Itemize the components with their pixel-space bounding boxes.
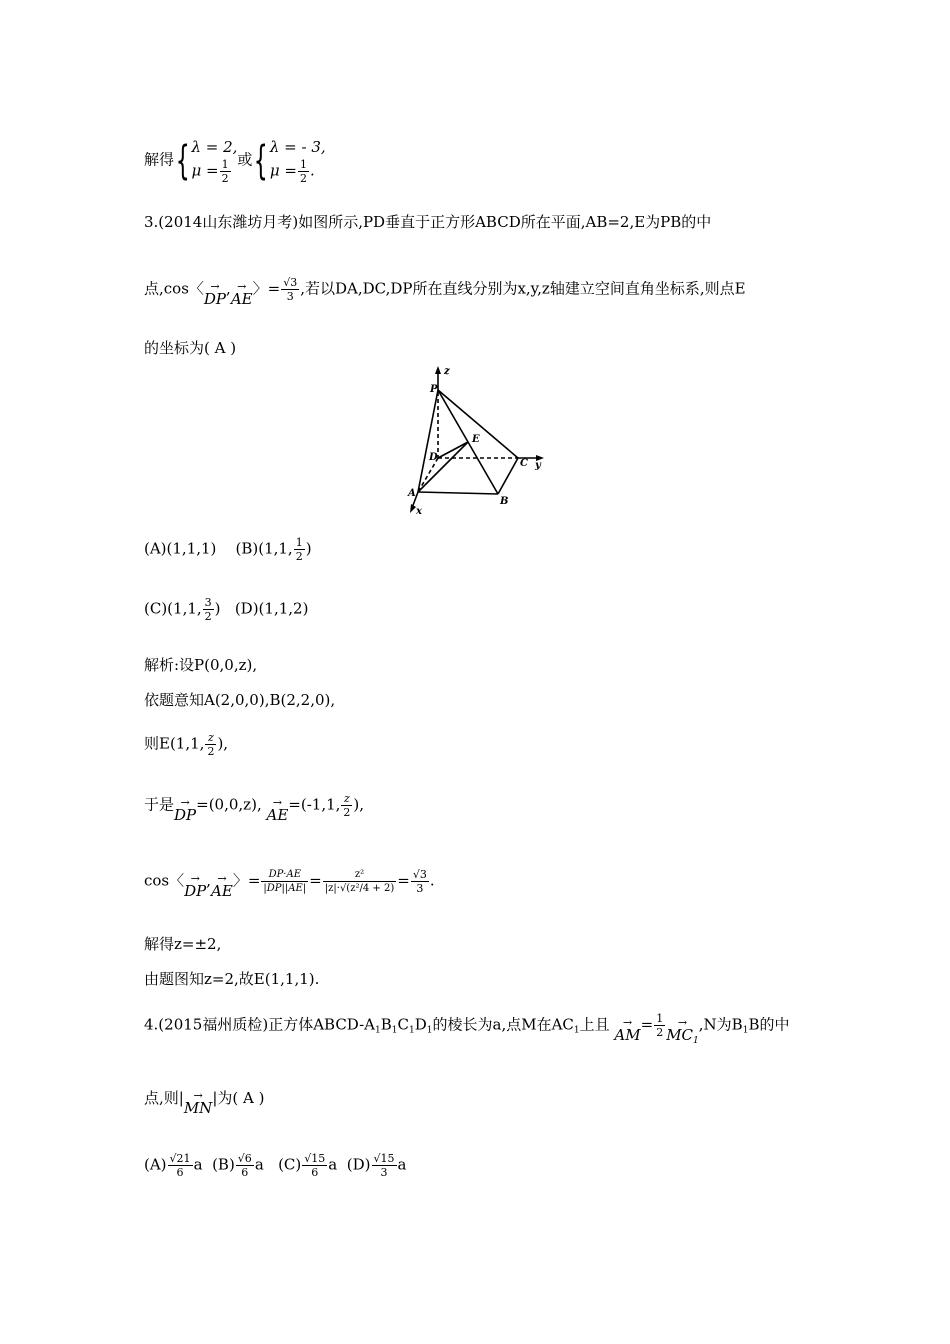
dot-over-abs bbox=[261, 868, 308, 895]
option-a: (A)(1,1,1) bbox=[144, 539, 217, 558]
q4-a-den: 6 bbox=[176, 1166, 184, 1179]
letter-d: D bbox=[414, 1015, 427, 1034]
mu-fraction bbox=[220, 158, 231, 185]
q4-d-a: a bbox=[397, 1155, 407, 1174]
vector-am-label: AM bbox=[614, 1025, 641, 1044]
vector-dp-2: → DP bbox=[174, 795, 197, 824]
sqrt3: √3 bbox=[283, 276, 298, 289]
q4-c-num: √15 bbox=[304, 1152, 326, 1165]
yushi: 于是 bbox=[144, 795, 175, 814]
sub2: 1 bbox=[391, 1025, 398, 1036]
left-brace: { bbox=[175, 137, 190, 184]
z-over-2-b bbox=[341, 792, 352, 819]
label-x: x bbox=[416, 506, 422, 517]
q4-line2 bbox=[144, 1088, 264, 1115]
mu-num-2: 1 bbox=[299, 158, 307, 171]
or-word: 或 bbox=[237, 150, 253, 169]
option-b-close: ) bbox=[305, 539, 312, 558]
ae-value: =(-1,1, bbox=[288, 795, 341, 814]
sub5: 1 bbox=[573, 1025, 580, 1036]
q4-prefix: 4.(2015福州质检)正方体ABCD-A bbox=[144, 1015, 376, 1034]
two-den-b: 2 bbox=[343, 806, 351, 819]
q4-end: B的中 bbox=[748, 1015, 790, 1034]
pyramid-figure bbox=[400, 362, 560, 520]
label-z: z bbox=[444, 366, 450, 377]
q4-line2-prefix: 点,则| bbox=[144, 1089, 184, 1107]
q4-option-d: (D) bbox=[346, 1155, 371, 1174]
dot-product: DP·AE bbox=[261, 868, 308, 882]
q3-line2 bbox=[144, 276, 746, 306]
end-period: . bbox=[429, 871, 435, 890]
cos-eq-2: 〉= bbox=[232, 871, 261, 890]
option-b-den: 2 bbox=[295, 550, 303, 563]
mu-fraction-2 bbox=[298, 158, 309, 185]
q3-line1: 3.(2014山东潍坊月考)如图所示,PD垂直于正方形ABCD所在平面,AB=2,E为PB的中 bbox=[144, 213, 712, 231]
system-1 bbox=[191, 136, 237, 185]
sqrt3-over-3 bbox=[281, 276, 299, 303]
vector-dp: → DP bbox=[203, 279, 227, 308]
z-squared: z² bbox=[323, 868, 396, 882]
option-c-frac bbox=[203, 596, 214, 623]
solve-system-line bbox=[144, 136, 326, 185]
sol3-line4 bbox=[144, 792, 364, 822]
edge-pc bbox=[438, 390, 518, 458]
q4-d-den: 3 bbox=[380, 1166, 388, 1179]
eq-half: = bbox=[640, 1015, 654, 1034]
q4-b-frac bbox=[236, 1152, 254, 1179]
q4-a-num: √21 bbox=[169, 1152, 191, 1165]
half-num: 1 bbox=[656, 1012, 664, 1025]
result-den: 3 bbox=[416, 882, 424, 895]
q4-a-frac bbox=[168, 1152, 193, 1179]
edge-bc bbox=[498, 458, 518, 494]
q4-a-a: a bbox=[193, 1155, 203, 1174]
eq-sign: = bbox=[309, 871, 322, 890]
vector-am: → AM bbox=[614, 1015, 641, 1044]
vector-mc: → $MC_1$ bbox=[666, 1015, 699, 1046]
abs-product: |DP||AE| bbox=[263, 883, 307, 894]
mu-eq: μ = bbox=[191, 161, 219, 180]
edge-pa bbox=[418, 390, 438, 492]
half bbox=[654, 1012, 665, 1039]
q4-d-num: √15 bbox=[373, 1152, 395, 1165]
system-2 bbox=[270, 136, 326, 185]
option-c-close: ) bbox=[214, 599, 221, 618]
sol3-line7: 由题图知z=2,故E(1,1,1). bbox=[144, 970, 320, 988]
result-frac bbox=[411, 868, 429, 895]
lambda-eq: λ = 2, bbox=[191, 138, 238, 156]
comma: , bbox=[226, 279, 231, 298]
letter-b: B bbox=[380, 1015, 392, 1034]
vector-ae-label: AE bbox=[230, 289, 253, 308]
label-P: P bbox=[430, 384, 438, 395]
ae-close: ), bbox=[353, 795, 365, 814]
q4-b-num: √6 bbox=[237, 1152, 252, 1165]
vector-ae-3: → AE bbox=[211, 871, 233, 900]
two-den: 2 bbox=[207, 745, 215, 758]
sub4: 1 bbox=[426, 1025, 433, 1036]
abs-z: |z|· bbox=[324, 883, 340, 894]
vector-ae-2-label: AE bbox=[266, 805, 289, 824]
vector-mn-label: MN bbox=[183, 1099, 213, 1117]
sol3-line2: 依题意知A(2,0,0),B(2,2,0), bbox=[144, 691, 336, 709]
mc-sub: 1 bbox=[693, 1035, 699, 1046]
abs-z-root bbox=[323, 882, 396, 895]
option-d: (D)(1,1,2) bbox=[234, 599, 309, 618]
q4-d-frac bbox=[372, 1152, 397, 1179]
q4-shang: 上且 bbox=[579, 1015, 610, 1034]
period: . bbox=[309, 161, 315, 180]
q4-c-den: 6 bbox=[311, 1166, 319, 1179]
mu-eq-2: μ = bbox=[269, 161, 297, 180]
edge-ae bbox=[418, 442, 468, 492]
sol3-line3 bbox=[144, 731, 228, 758]
lambda-eq-2: λ = - 3, bbox=[269, 138, 326, 156]
sol3-e-prefix: 则E(1,1, bbox=[144, 734, 205, 753]
mu-den-2: 2 bbox=[299, 172, 307, 185]
sub1: 1 bbox=[375, 1025, 381, 1036]
label-y: y bbox=[535, 460, 541, 471]
q4-option-b: (B) bbox=[212, 1155, 235, 1174]
mu-num: 1 bbox=[221, 158, 229, 171]
option-b: (B)(1,1, bbox=[235, 539, 293, 558]
label-E: E bbox=[472, 434, 480, 445]
sol3-line6: 解得z=±2, bbox=[144, 935, 222, 953]
q3-options-cd bbox=[144, 596, 308, 623]
vector-dp-2-label: DP bbox=[174, 805, 197, 824]
sol3-line5: cos〈 → DP, → AE〉= $\frac{DP\cdot AE}{|DP||AE|}$ = $\frac{\text{z²}}{\text{|z|·√(z²/4 + 2)}}$ = $\frac{√3}{3}$ . bbox=[144, 868, 435, 900]
cos-prefix-2: cos〈 bbox=[144, 871, 185, 890]
label-B: B bbox=[500, 496, 509, 507]
label-C: C bbox=[520, 458, 528, 469]
sub6: 1 bbox=[742, 1025, 749, 1036]
z-arrow-icon bbox=[435, 366, 441, 374]
letter-c: C bbox=[397, 1015, 409, 1034]
eq-sign-2: = bbox=[397, 871, 410, 890]
option-c: (C)(1,1, bbox=[144, 599, 202, 618]
option-b-num: 1 bbox=[295, 536, 303, 549]
q4-c-a: a bbox=[328, 1155, 338, 1174]
left-brace-2: { bbox=[254, 137, 269, 184]
vector-ae: → AE bbox=[230, 279, 253, 308]
q3-options-ab bbox=[144, 536, 312, 563]
q4-c-frac bbox=[302, 1152, 327, 1179]
z2-over-root bbox=[323, 868, 396, 895]
cos-eq: 〉= bbox=[252, 279, 281, 298]
q4-options bbox=[144, 1152, 406, 1179]
sol3-line1: 解析:设P(0,0,z), bbox=[144, 656, 258, 674]
vector-dp-label: DP bbox=[203, 289, 227, 308]
edge-de bbox=[438, 442, 468, 458]
den3: 3 bbox=[286, 290, 294, 303]
option-c-num: 3 bbox=[204, 596, 212, 609]
z-num: z bbox=[205, 731, 216, 745]
z-over-2 bbox=[205, 731, 216, 758]
sub3: 1 bbox=[409, 1025, 415, 1036]
dp-value: =(0,0,z), bbox=[196, 795, 262, 814]
z-num-b: z bbox=[341, 792, 352, 806]
option-b-frac bbox=[294, 536, 305, 563]
q3-line2-rest: ,若以DA,DC,DP所在直线分别为x,y,z轴建立空间直角坐标系,则点E bbox=[300, 279, 746, 298]
vector-ae-2: → AE bbox=[266, 795, 289, 824]
edge-ab bbox=[418, 492, 498, 494]
sol3-e-suffix: ), bbox=[217, 734, 229, 753]
q3-line3: 的坐标为( A ) bbox=[144, 339, 237, 357]
cos-prefix: 点,cos〈 bbox=[144, 279, 204, 298]
result-num: √3 bbox=[412, 868, 427, 881]
option-c-den: 2 bbox=[204, 610, 212, 623]
vector-dp-3: → DP bbox=[184, 871, 207, 900]
q4-n: ,N为B bbox=[698, 1015, 743, 1034]
label-D: D bbox=[429, 452, 438, 463]
vector-mc-label: MC bbox=[666, 1025, 694, 1044]
vector-mn: → MN bbox=[183, 1089, 213, 1117]
q4-option-a: (A) bbox=[144, 1155, 167, 1174]
q4-b-a: a bbox=[254, 1155, 264, 1174]
q4-line2-suffix: |为( A ) bbox=[212, 1089, 265, 1107]
label-A: A bbox=[408, 488, 416, 499]
vector-ae-3-label: AE bbox=[211, 881, 233, 900]
q4-b-den: 6 bbox=[241, 1166, 249, 1179]
mu-den: 2 bbox=[221, 172, 229, 185]
solve-prefix: 解得 bbox=[144, 150, 175, 169]
q4-option-c: (C) bbox=[278, 1155, 302, 1174]
q4-mid: 的棱长为a,点M在AC bbox=[432, 1015, 574, 1034]
radical: √(z²/4 + 2) bbox=[339, 883, 395, 894]
vector-dp-3-label: DP bbox=[184, 881, 207, 900]
half-den: 2 bbox=[656, 1026, 664, 1039]
q4-line1 bbox=[144, 1012, 789, 1048]
